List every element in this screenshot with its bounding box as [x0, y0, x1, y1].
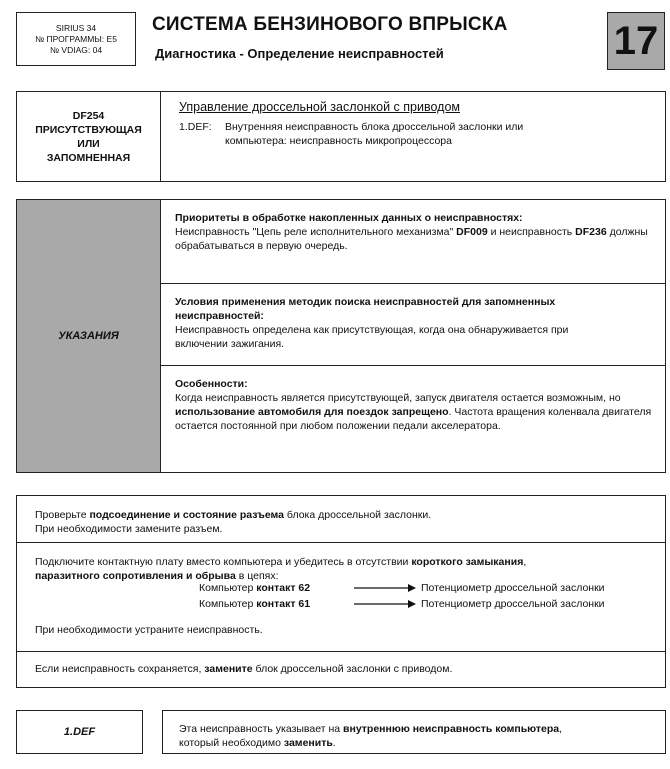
priority-section [161, 200, 665, 284]
check-text: При необходимости замените разъем. [35, 523, 223, 535]
def-code: 1.DEF: [179, 121, 212, 133]
def-note [162, 710, 666, 754]
fault-status-line: ПРИСУТСТВУЮЩАЯ [35, 123, 142, 136]
fault-box [16, 91, 666, 182]
system-id: SIRIUS 34 [55, 22, 97, 33]
instructions-label: УКАЗАНИЯ [17, 200, 161, 472]
connection-target: Потенциометр дроссельной заслонки [421, 598, 605, 610]
def-label: 1.DEF [16, 710, 143, 754]
program-id-box [16, 12, 136, 66]
section-text: Когда неисправность является присутствующей, запуск двигателя остается возможным, но использование автомобиля для поездок запрещено. Частота вращения коленвала двигателя остается постоянной при любом положении педали акселератора. [175, 392, 652, 432]
note-text: Эта неисправность указывает на внутреннюю неисправность компьютера, [179, 723, 563, 735]
page-subtitle: Диагностика - Определение неисправностей [155, 46, 444, 61]
section-text: Неисправность "Цепь реле исполнительного механизма" DF009 и неисправность DF236 должны обрабатываться в первую очередь. [175, 226, 648, 252]
section-title: Особенности: [175, 378, 248, 390]
check-text: Подключите контактную плату вместо компьютера и убедитесь в отсутствии короткого замыкания, [35, 556, 527, 568]
connection-source: Компьютер контакт 61 [199, 598, 311, 610]
connector-check [17, 496, 665, 543]
page-title: СИСТЕМА БЕНЗИНОВОГО ВПРЫСКА [152, 14, 508, 35]
check-text: Проверьте подсоединение и состояние разъема блока дроссельной заслонки. [35, 509, 432, 521]
section-text: Неисправность определена как присутствующая, когда она обнаруживается при [175, 324, 569, 336]
def-text: компьютера: неисправность микропроцессора [225, 135, 452, 147]
arrow-right-icon [354, 583, 416, 593]
def-text: Внутренняя неисправность блока дроссельной заслонки или [225, 121, 524, 133]
section-text: включении зажигания. [175, 338, 285, 350]
check-text: Если неисправность сохраняется, замените блок дроссельной заслонки с приводом. [35, 663, 453, 675]
fault-status-line: ИЛИ [77, 137, 100, 150]
fault-code: DF254 [72, 109, 105, 122]
section-title: неисправностей: [175, 310, 264, 322]
check-text: паразитного сопротивления и обрыва в цепях: [35, 570, 279, 582]
features-section [161, 366, 665, 472]
section-title: Условия применения методик поиска неисправностей для запомненных [175, 296, 556, 308]
replace-check [17, 652, 665, 687]
note-text: который необходимо заменить. [179, 737, 336, 749]
fault-description [179, 120, 619, 148]
arrow-right-icon [354, 599, 416, 609]
fault-status-cell [17, 92, 161, 181]
check-text: При необходимости устраните неисправность. [35, 624, 263, 636]
fault-heading: Управление дроссельной заслонкой с приводом [179, 100, 460, 114]
instructions-box [16, 199, 666, 473]
fault-status-line: ЗАПОМНЕННАЯ [46, 151, 131, 164]
program-number: № ПРОГРАММЫ: E5 [35, 33, 117, 44]
conditions-section [161, 284, 665, 366]
checks-box [16, 495, 666, 688]
wiring-check [17, 543, 665, 652]
section-title: Приоритеты в обработке накопленных данных о неисправностях: [175, 212, 523, 224]
section-number-badge: 17 [607, 12, 665, 70]
vdiag-number: № VDIAG: 04 [49, 44, 103, 55]
connection-target: Потенциометр дроссельной заслонки [421, 582, 605, 594]
connection-source: Компьютер контакт 62 [199, 582, 311, 594]
